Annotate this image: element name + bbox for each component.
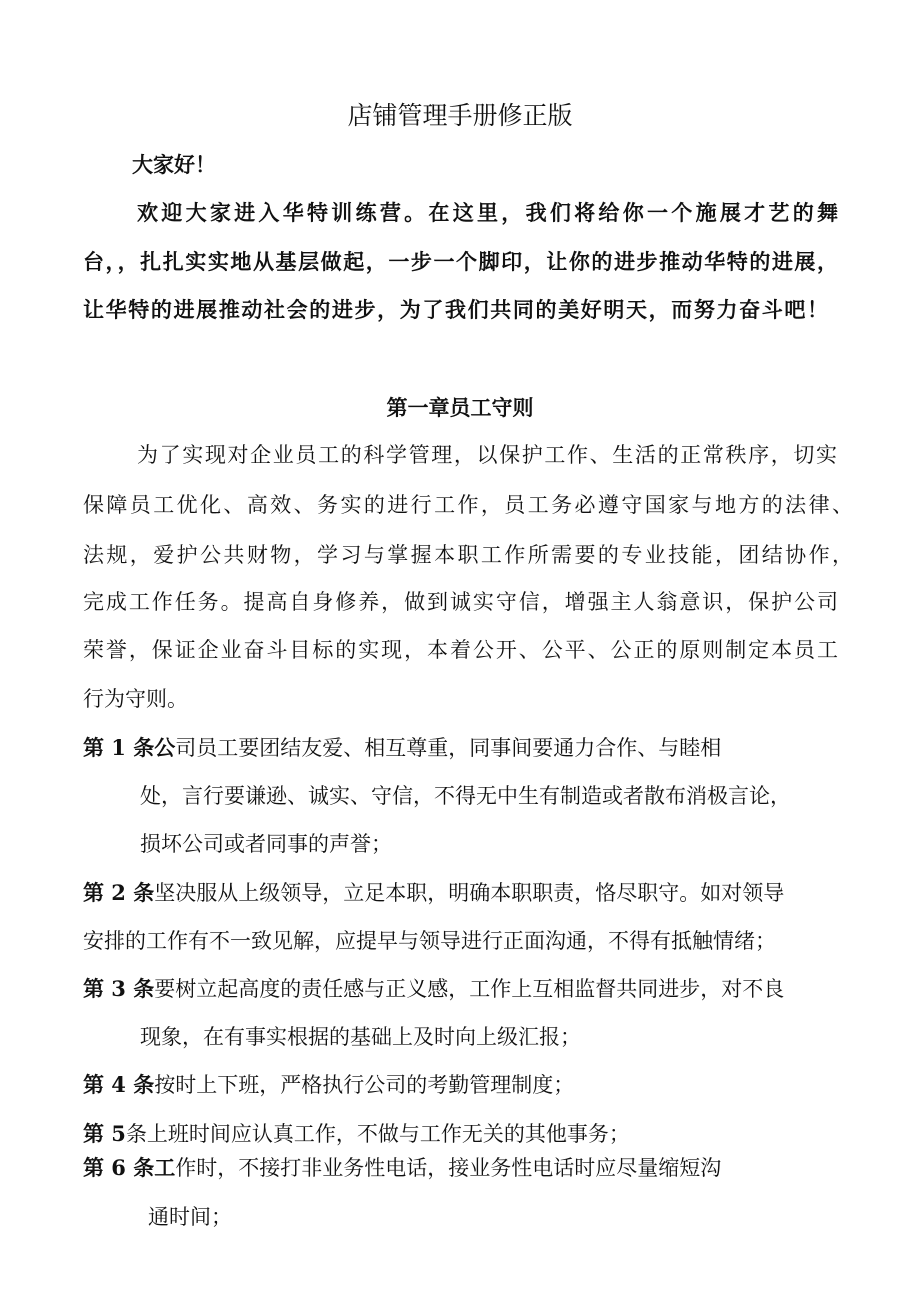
- document-title: 店铺管理手册修正版: [347, 101, 573, 130]
- article-label: 第 6 条工: [83, 1155, 176, 1180]
- preamble-line: 为了实现对企业员工的科学管理，以保护工作、生活的正常秩序，切实: [137, 443, 837, 467]
- article-line: 处，言行要谦逊、诚实、守信，不得无中生有制造或者散布消极言论，: [140, 784, 791, 808]
- article-line: 安排的工作有不一致见解，应提早与领导进行正面沟通，不得有抵触情绪；: [83, 929, 776, 953]
- article-line: [83, 733, 721, 763]
- chapter-title: 第一章员工守则: [386, 395, 534, 420]
- article-text: 条上班时间应认真工作，不做与工作无关的其他事务；: [125, 1122, 630, 1146]
- article-label: 第 5: [83, 1121, 126, 1146]
- article-label: 第 4 条: [83, 1072, 155, 1097]
- preamble-line: 荣誉，保证企业奋斗目标的实现，本着公开、公平、公正的原则制定本员工: [83, 638, 838, 662]
- article-line: [83, 1070, 574, 1100]
- preamble-line: 法规，爱护公共财物，学习与掌握本职工作所需要的专业技能，团结协作，: [83, 543, 853, 567]
- intro-line: 让华特的进展推动社会的进步，为了我们共同的美好明天，而努力奋斗吧！: [83, 297, 828, 322]
- article-line: 损坏公司或者同事的声誉；: [140, 832, 392, 856]
- article-text: 坚决服从上级领导，立足本职，明确本职职责，恪尽职守。如对领导: [154, 881, 785, 905]
- article-text: 司员工要团结友爱、相互尊重，同事间要通力合作、与睦相: [175, 736, 722, 760]
- article-line: 通时间；: [148, 1205, 232, 1229]
- preamble-line: 保障员工优化、高效、务实的进行工作，员工务必遵守国家与地方的法律、: [83, 493, 853, 517]
- preamble-line: 完成工作任务。提高自身修养，做到诚实守信，增强主人翁意识，保护公司: [83, 590, 838, 614]
- article-label: 第 1 条公: [83, 735, 176, 760]
- article-line: [83, 1119, 630, 1149]
- article-line: 现象，在有事实根据的基础上及时向上级汇报；: [140, 1025, 581, 1049]
- article-line: [83, 878, 784, 908]
- article-label: 第 3 条: [83, 976, 155, 1001]
- article-line: [83, 1153, 721, 1183]
- article-text: 要树立起高度的责任感与正义感，工作上互相监督共同进步，对不良: [154, 977, 785, 1001]
- article-text: 作时，不接打非业务性电话，接业务性电话时应尽量缩短沟: [175, 1156, 722, 1180]
- intro-line: 欢迎大家进入华特训练营。在这里，我们将给你一个施展才艺的舞: [137, 200, 838, 225]
- intro-line: 台，，扎扎实实地从基层做起，一步一个脚印，让你的进步推动华特的进展，: [83, 249, 838, 274]
- article-label: 第 2 条: [83, 880, 155, 905]
- greeting: 大家好！: [132, 152, 216, 177]
- article-line: [83, 974, 784, 1004]
- article-text: 按时上下班，严格执行公司的考勤管理制度；: [154, 1073, 575, 1097]
- preamble-line: 行为守则。: [83, 687, 188, 711]
